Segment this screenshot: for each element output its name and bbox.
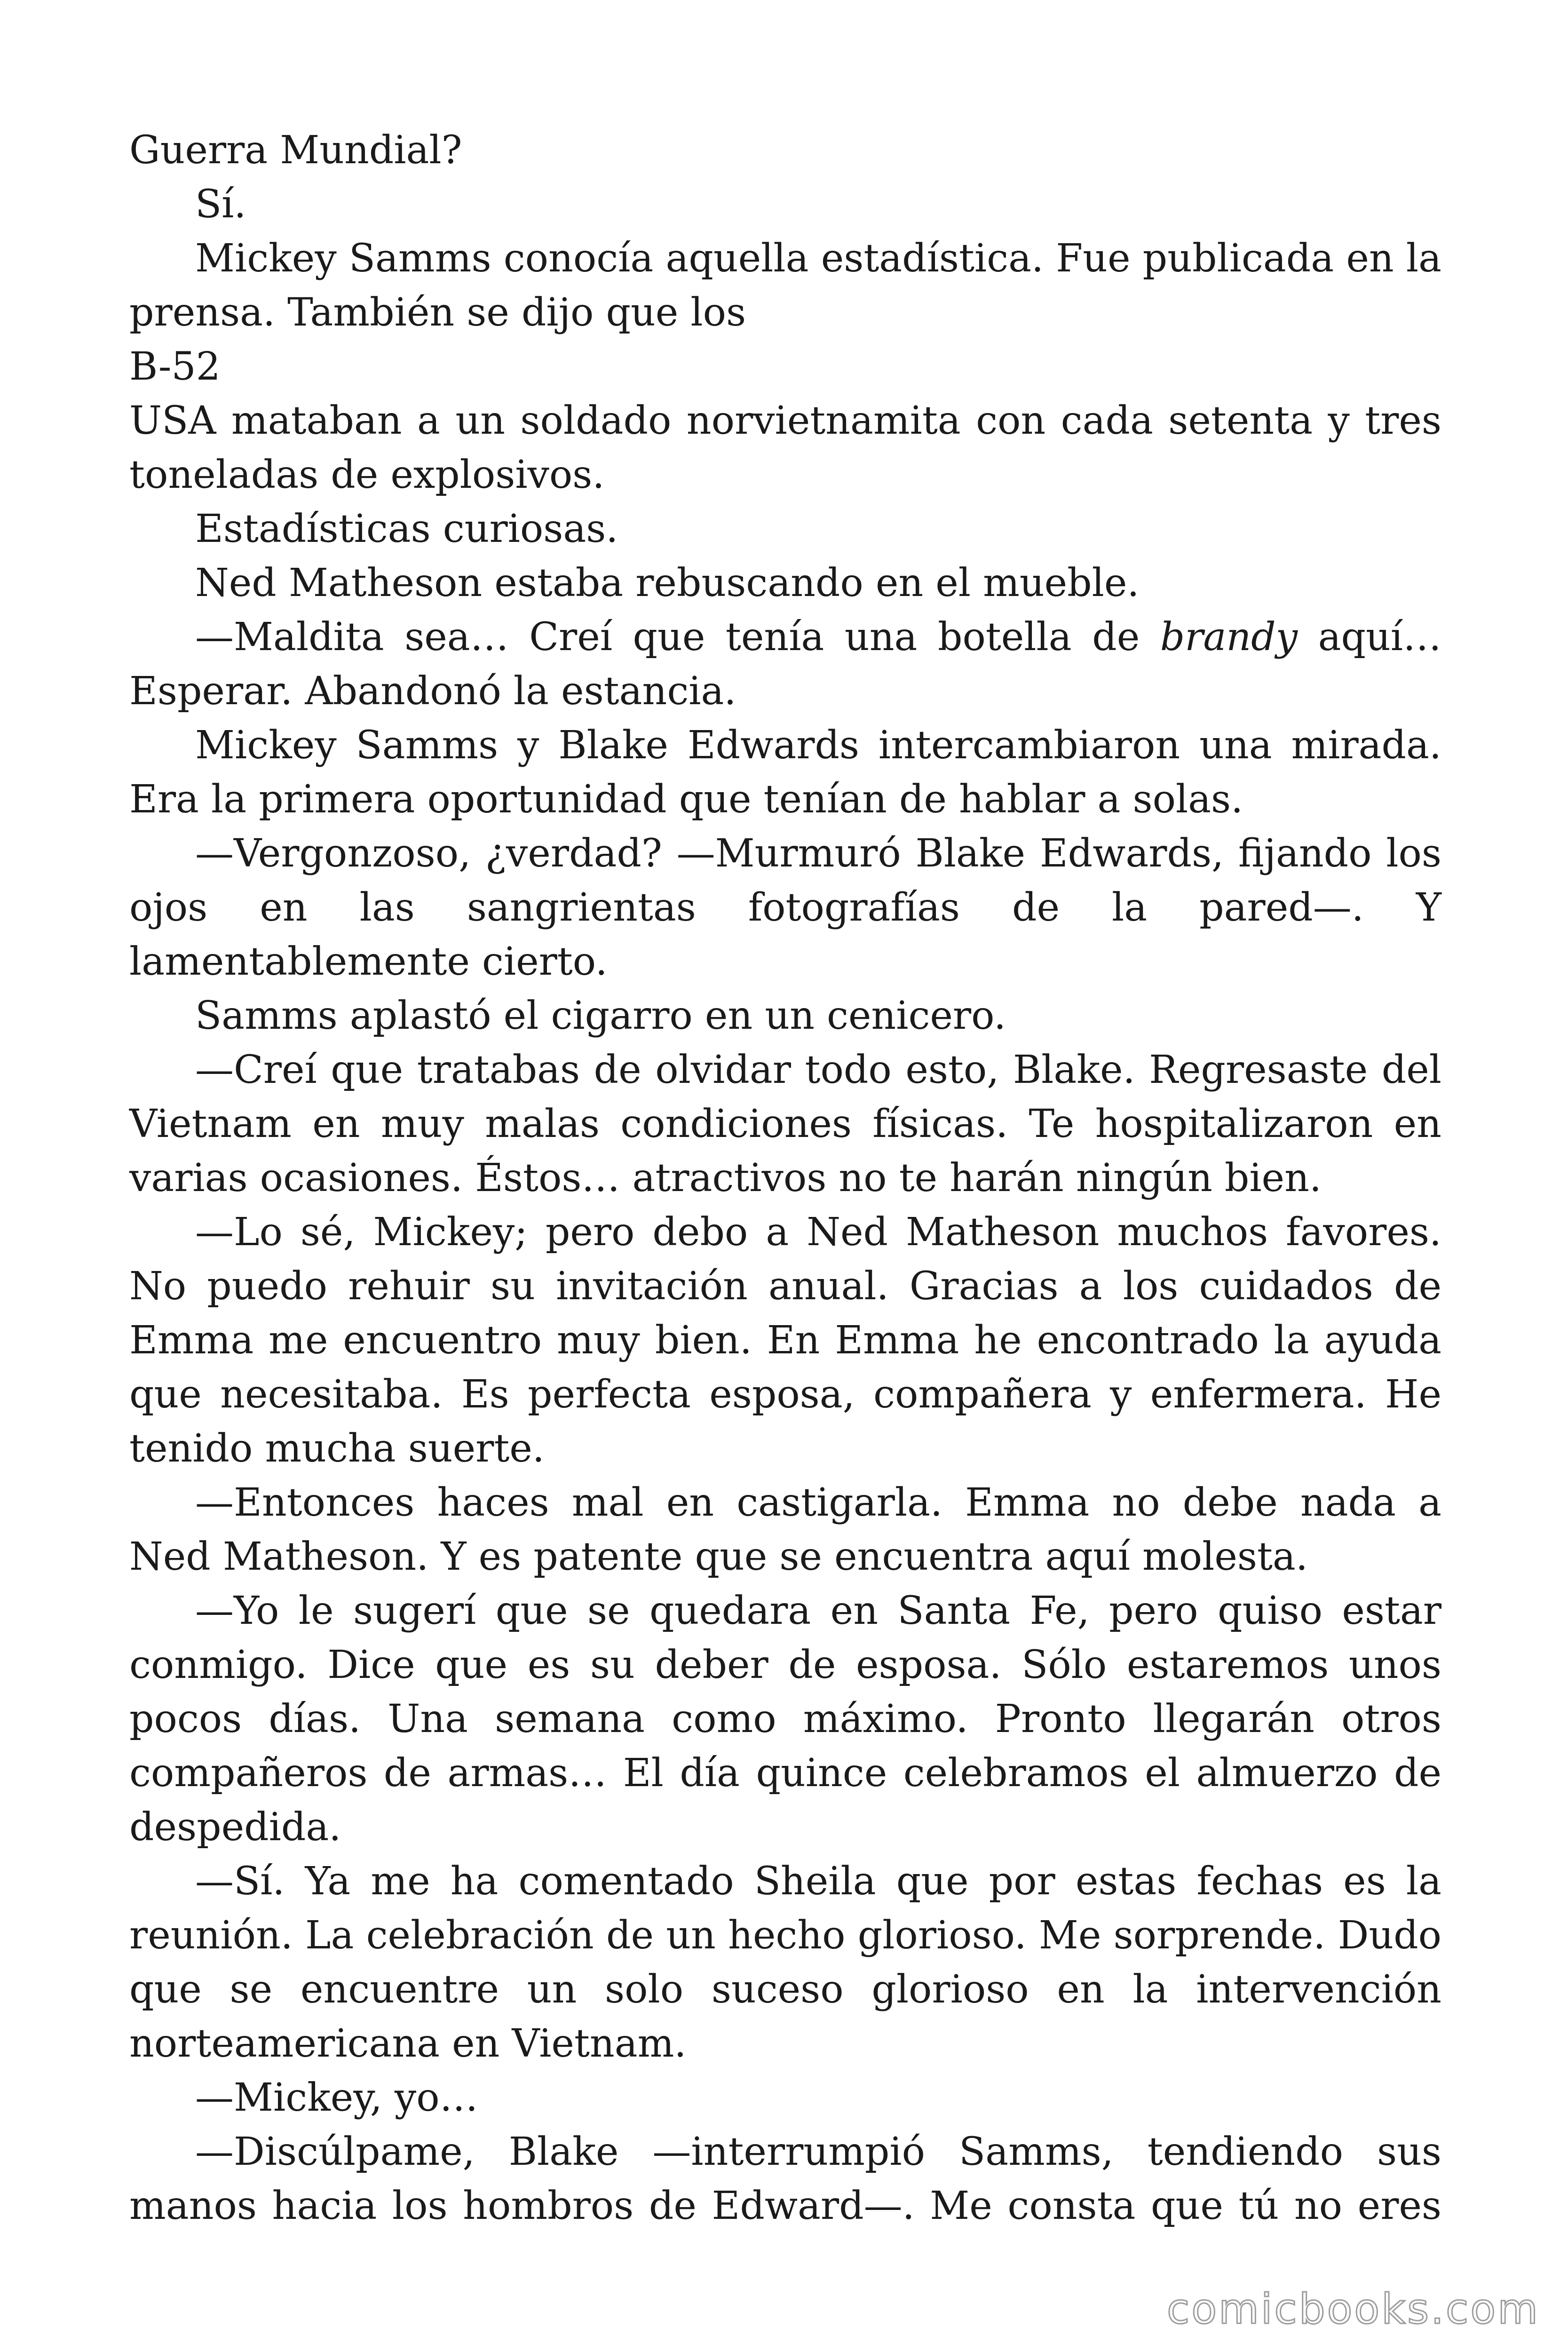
paragraph-dialogue: —Entonces haces mal en castigarla. Emma no debe nada a Ned Matheson. Y es patente que se encuentra aquí molesta. <box>129 1480 1441 1579</box>
page-text <box>129 123 1441 2233</box>
paragraph-dialogue: —Lo sé, Mickey; pero debo a Ned Matheson muchos favores. No puedo rehuir su invitación anual. Gracias a los cuidados de Emma me encuentro muy bien. En Emma he encontrado la ayuda que necesitaba. Es perfecta esposa, compañera y enfermera. He tenido mucha suerte. <box>129 1210 1441 1471</box>
dialogue-text: —Maldita sea… Creí que tenía una botella de <box>195 615 1160 660</box>
paragraph-dialogue: —Sí. Ya me ha comentado Sheila que por estas fechas es la reunión. La celebración de un hecho glorioso. Me sorprende. Dudo que se encuentre un solo suceso glorioso en la intervención norteamericana en Vietnam. <box>129 1859 1441 2066</box>
paragraph: Ned Matheson estaba rebuscando en el mueble. <box>195 561 1140 605</box>
paragraph-dialogue: —Creí que tratabas de olvidar todo esto, Blake. Regresaste del Vietnam en muy malas condiciones físicas. Te hospitalizaron en varias ocasiones. Éstos… atractivos no te harán ningún bien. <box>129 1048 1441 1200</box>
paragraph-continuation: Guerra Mundial? <box>129 128 462 173</box>
paragraph-label: B-52 <box>129 344 221 389</box>
paragraph: USA mataban a un soldado norvietnamita con cada setenta y tres toneladas de explosivos. <box>129 398 1441 497</box>
italic-word: brandy <box>1160 615 1298 660</box>
paragraph: Sí. <box>195 182 246 227</box>
paragraph-dialogue: —Discúlpame, Blake —interrumpió Samms, tendiendo sus manos hacia los hombros de Edward—. Me consta que tú no eres <box>129 2130 1441 2228</box>
watermark-logo: comicbooks.com <box>1166 2285 1540 2333</box>
paragraph: Estadísticas curiosas. <box>195 507 618 551</box>
paragraph: Samms aplastó el cigarro en un cenicero. <box>195 993 1006 1038</box>
paragraph: Mickey Samms y Blake Edwards intercambiaron una mirada. Era la primera oportunidad que tenían de hablar a solas. <box>129 723 1441 822</box>
paragraph-dialogue: —Mickey, yo… <box>195 2075 478 2120</box>
paragraph: Mickey Samms conocía aquella estadística. Fue publicada en la prensa. También se dijo que los <box>129 236 1441 335</box>
dialogue-text: aquí… Esperar. Abandonó la estancia. <box>129 615 1441 714</box>
paragraph-dialogue <box>129 610 1441 718</box>
paragraph-dialogue: —Vergonzoso, ¿verdad? —Murmuró Blake Edwards, fijando los ojos en las sangrientas fotografías de la pared—. Y lamentablemente cierto. <box>129 831 1441 984</box>
paragraph-dialogue: —Yo le sugerí que se quedara en Santa Fe, pero quiso estar conmigo. Dice que es su deber de esposa. Sólo estaremos unos pocos días. Una semana como máximo. Pronto llegarán otros compañeros de armas… El día quince celebramos el almuerzo de despedida. <box>129 1589 1441 1850</box>
